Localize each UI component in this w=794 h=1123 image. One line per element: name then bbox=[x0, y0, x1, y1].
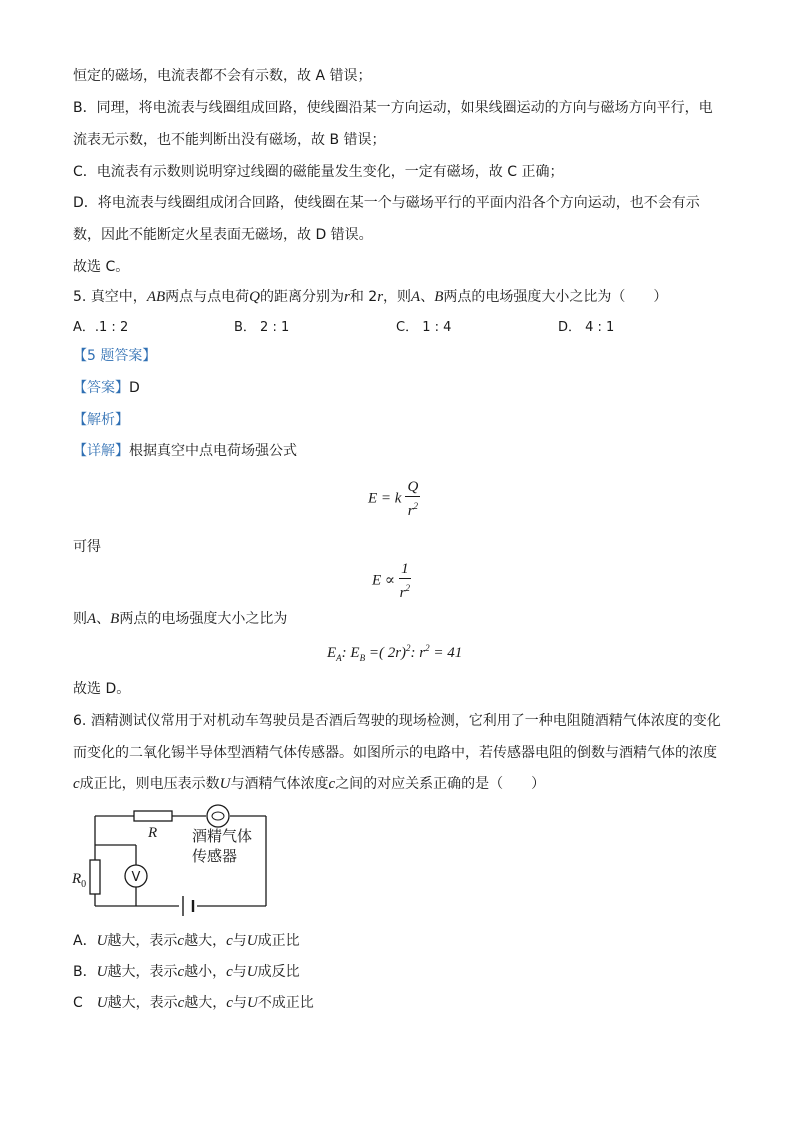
answer-label: 【答案】 bbox=[73, 380, 129, 396]
resistor-r0 bbox=[90, 860, 100, 894]
text-line-4: C．电流表有示数则说明穿过线圈的磁能量发生变化，一定有磁场，故 C 正确； bbox=[73, 164, 564, 180]
text-line-2: B．同理，将电流表与线圈组成回路，使线圈沿某一方向运动，如果线圈运动的方向与磁场方向平行，电 bbox=[73, 100, 713, 116]
text-line-6: 数，因此不能断定火星表面无磁场，故 D 错误。 bbox=[73, 227, 373, 243]
q5-section-label: 【5 题答案】 bbox=[73, 348, 157, 364]
q6-para-1: 6. 酒精测试仪常用于对机动车驾驶员是否酒后驾驶的现场检测，它利用了一种电阻随酒精气体浓度的变化 bbox=[73, 713, 721, 729]
text-line-3: 流表无示数，也不能判断出没有磁场，故 B 错误； bbox=[73, 132, 386, 148]
q5-option-d: D． 4 : 1 bbox=[558, 320, 615, 335]
q5-answer bbox=[73, 378, 140, 398]
sensor-label-1: 酒精气体 bbox=[192, 827, 253, 845]
svg-text:V: V bbox=[131, 870, 141, 885]
battery-icon bbox=[183, 896, 193, 916]
label-r0: $R_0$ bbox=[72, 871, 87, 890]
detail-label: 【详解】 bbox=[73, 443, 129, 459]
q5-analysis-label: 【解析】 bbox=[73, 412, 129, 428]
q5-conclusion: 故选 D。 bbox=[73, 681, 131, 697]
q5-ratio-line: 则A、B两点的电场强度大小之比为 bbox=[73, 611, 288, 627]
text-line-7: 故选 C。 bbox=[73, 259, 130, 275]
q6-option-a: A．U越大，表示c越大，c与U成正比 bbox=[73, 933, 300, 949]
q6-para-2: 而变化的二氧化锡半导体型酒精气体传感器。如图所示的电路中，若传感器电阻的倒数与酒精气体的浓度 bbox=[73, 745, 717, 761]
q6-option-b: B．U越大，表示c越小，c与U成反比 bbox=[73, 964, 300, 980]
formula-coulomb: E = k $\frac{Q}{r^2}$ bbox=[368, 479, 419, 519]
q5-option-c: C． 1 : 4 bbox=[396, 320, 452, 335]
q5-option-b: B． 2 : 1 bbox=[234, 320, 290, 335]
q5-stem: 5. 真空中，AB两点与点电荷Q的距离分别为r和 2r，则A、B两点的电场强度大小之比为（ ） bbox=[73, 289, 668, 305]
formula-proportional: E ∝ $\frac{1}{r^2}$ bbox=[372, 561, 410, 601]
q5-detail: 【详解】根据真空中点电荷场强公式 bbox=[73, 443, 297, 459]
q5-keyi: 可得 bbox=[73, 539, 101, 555]
answer-value: D bbox=[129, 380, 140, 396]
q6-para-3: c成正比，则电压表示数U与酒精气体浓度c之间的对应关系正确的是（ ） bbox=[73, 776, 546, 792]
formula-ratio: $E_A$: $E_B$ =( 2r)$^2$: $r^2 = 41$ bbox=[327, 643, 463, 663]
q5-option-a: A．.1 : 2 bbox=[73, 320, 129, 335]
sensor-label-2: 传感器 bbox=[192, 847, 238, 865]
text-line-1: 恒定的磁场，电流表都不会有示数，故 A 错误； bbox=[73, 68, 372, 84]
resistor-r bbox=[134, 811, 172, 821]
label-r: R bbox=[148, 825, 158, 841]
circuit-diagram bbox=[66, 798, 276, 922]
voltmeter-icon bbox=[125, 865, 147, 887]
sensor-icon bbox=[207, 805, 229, 827]
q6-option-c: C U越大，表示c越大，c与U不成正比 bbox=[73, 995, 314, 1011]
text-line-5: D．将电流表与线圈组成闭合回路，使线圈在某一个与磁场平行的平面内沿各个方向运动，也不会有示 bbox=[73, 195, 700, 211]
